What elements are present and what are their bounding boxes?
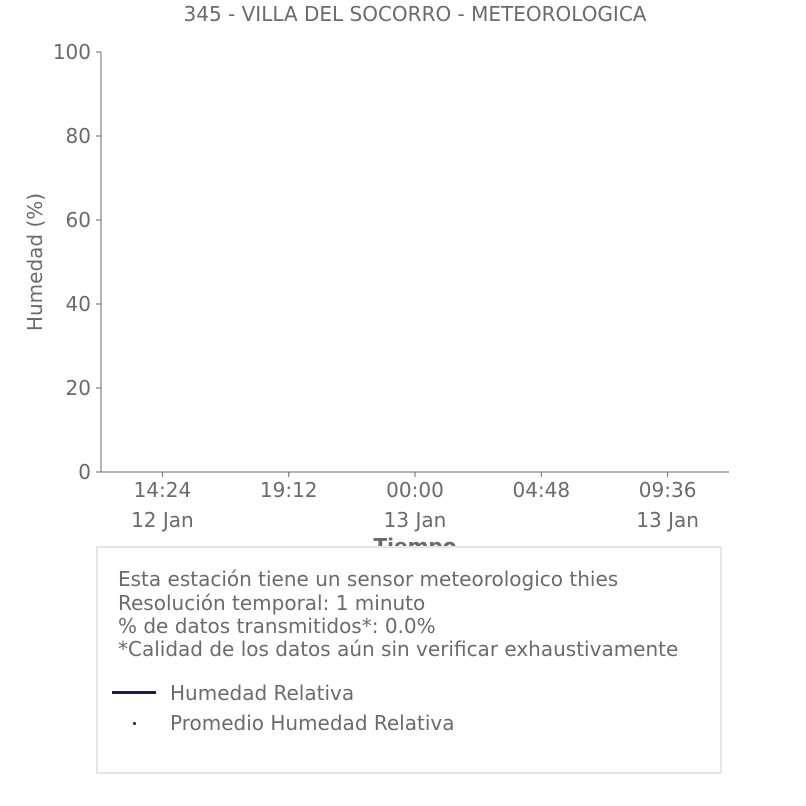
y-tick-label: 0	[78, 460, 91, 484]
info-note-resolution: Resolución temporal: 1 minuto	[118, 591, 426, 615]
y-tick-label: 80	[65, 124, 91, 148]
x-tick-label-time: 09:36	[638, 478, 697, 502]
axes	[53, 40, 729, 532]
y-tick-label: 100	[52, 40, 91, 64]
legend-line-marker	[112, 691, 156, 694]
y-tick-label: 20	[65, 376, 91, 400]
y-tick-label: 40	[65, 292, 91, 316]
info-note-quality: *Calidad de los datos aún sin verificar exhaustivamente	[118, 637, 679, 661]
x-tick-label-date: 13 Jan	[383, 508, 447, 532]
x-tick-label-time: 04:48	[512, 478, 571, 502]
x-tick-label-time: 00:00	[386, 478, 444, 502]
info-box	[96, 546, 722, 774]
info-note-sensor: Esta estación tiene un sensor meteorologico thies	[118, 567, 619, 591]
x-tick-label-time: 19:12	[259, 478, 318, 502]
x-tick-label-date: 12 Jan	[131, 508, 194, 532]
y-tick-label: 60	[65, 208, 91, 232]
chart-title: 345 - VILLA DEL SOCORRO - METEOROLOGICA	[183, 2, 647, 26]
legend-label-avg-humidity: Promedio Humedad Relativa	[170, 711, 455, 735]
info-note-transmitted: % de datos transmitidos*: 0.0%	[118, 614, 436, 638]
y-axis-label: Humedad (%)	[23, 192, 47, 332]
x-tick-label-date: 13 Jan	[636, 508, 699, 532]
x-tick-label-time: 14:24	[133, 478, 192, 502]
legend-label-humidity: Humedad Relativa	[170, 681, 355, 705]
legend-dot-marker	[133, 722, 136, 725]
